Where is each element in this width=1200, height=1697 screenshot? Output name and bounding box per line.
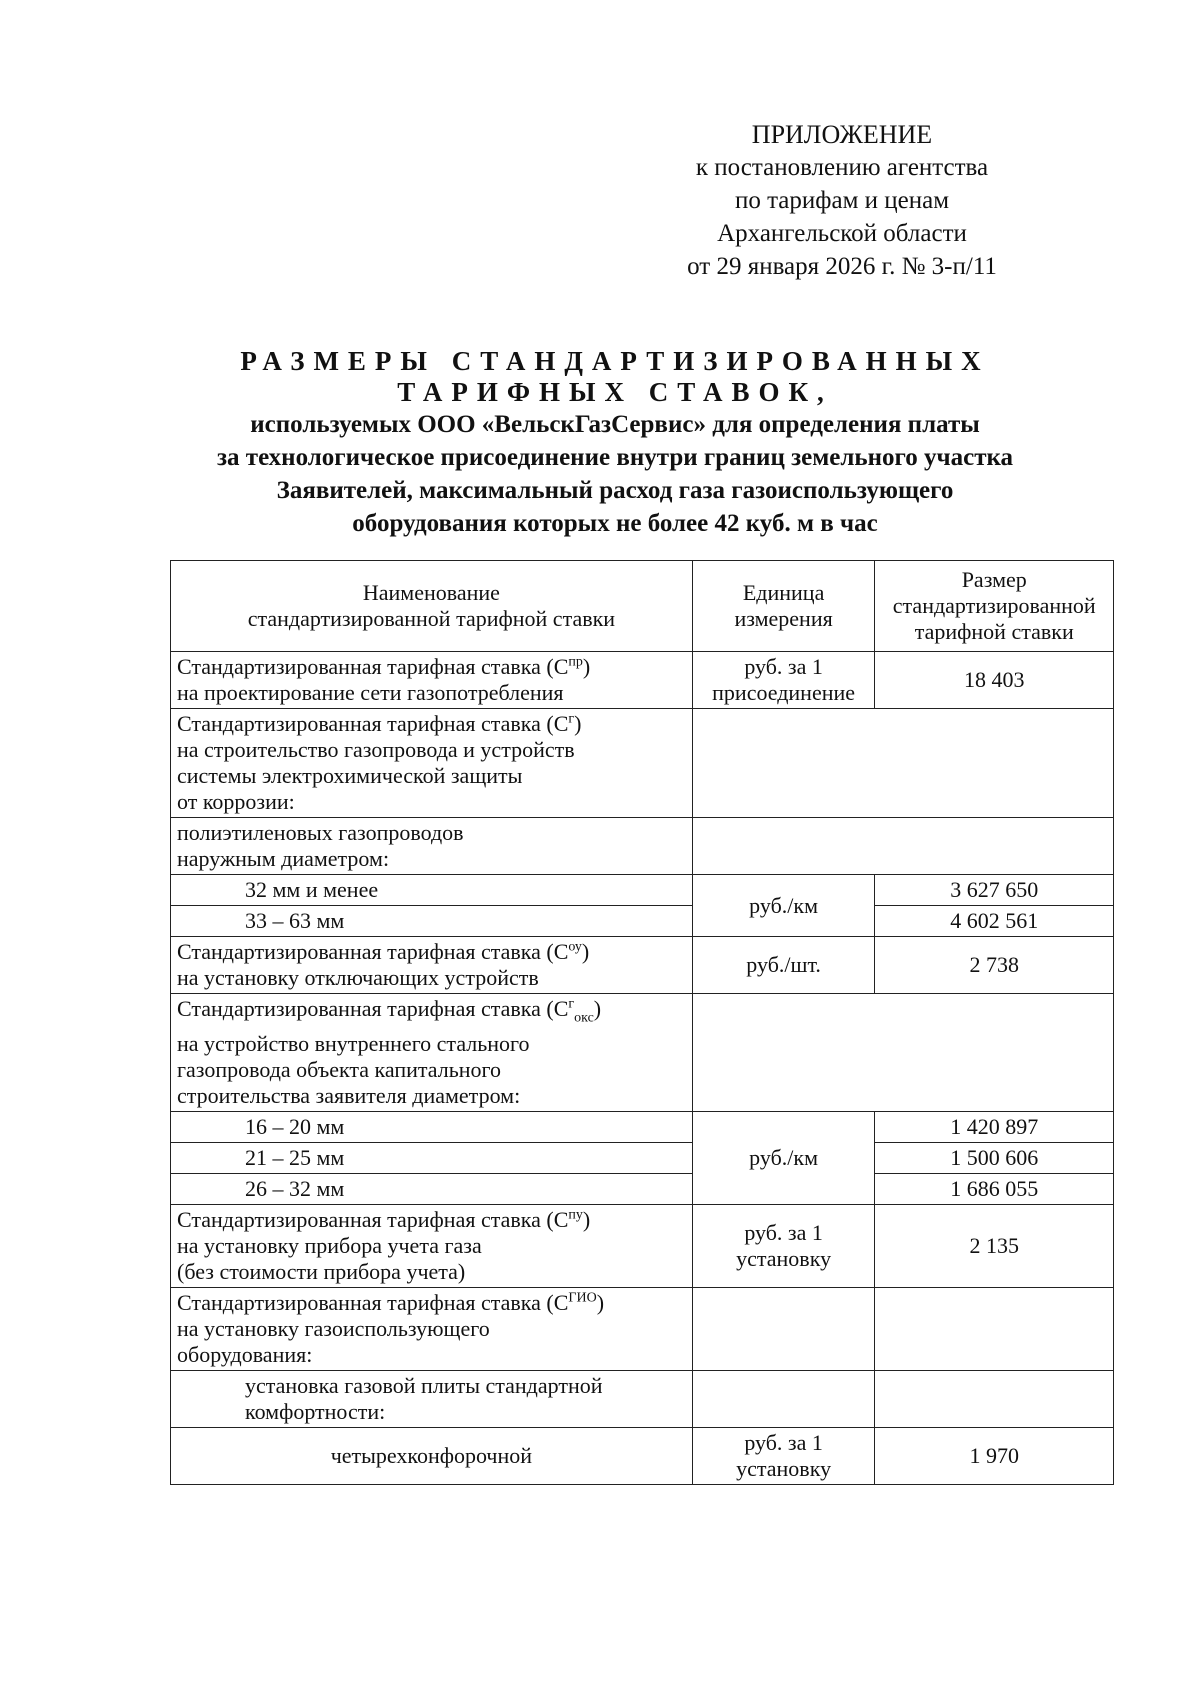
header-text: Размер	[961, 567, 1027, 592]
row-value: 1 686 055	[875, 1174, 1114, 1205]
row-value: 2 738	[875, 937, 1114, 994]
appendix-block	[662, 118, 1022, 283]
heading-line: ТАРИФНЫХ СТАВОК,	[397, 377, 833, 407]
row-name: 33 – 63 мм	[171, 906, 693, 937]
cell-text: системы электрохимической защиты	[177, 763, 523, 788]
row-name	[171, 818, 693, 875]
cell-text: присоединение	[712, 680, 856, 705]
row-value: 1 970	[875, 1428, 1114, 1485]
header-unit	[692, 561, 875, 652]
rate-subscript: окс	[574, 1010, 594, 1026]
cell-text: )	[593, 996, 602, 1021]
header-text: измерения	[734, 606, 833, 631]
table-row	[171, 875, 1114, 906]
cell-text: газопровода объекта капитального	[177, 1057, 501, 1083]
table-row	[171, 1112, 1114, 1143]
rate-superscript: оу	[568, 939, 582, 955]
cell-text: )	[581, 939, 590, 964]
cell-text: строительства заявителя диаметром:	[177, 1083, 521, 1109]
cell-text: Стандартизированная тарифная ставка (С	[177, 939, 569, 964]
heading-subline: оборудования которых не более 42 куб. м в час	[352, 510, 878, 537]
row-value: 1 420 897	[875, 1112, 1114, 1143]
cell-text: Стандартизированная тарифная ставка (С	[177, 711, 569, 736]
table-row	[171, 994, 1114, 1112]
cell-text: наружным диаметром:	[177, 846, 390, 871]
cell-text: установку	[736, 1246, 832, 1272]
empty-cell	[875, 1288, 1114, 1371]
table-row	[171, 709, 1114, 818]
table-row	[171, 1205, 1114, 1288]
row-name	[171, 994, 693, 1112]
table-row	[171, 818, 1114, 875]
row-name	[171, 1288, 693, 1371]
cell-text: установку	[736, 1456, 832, 1482]
cell-text: от коррозии:	[177, 789, 295, 814]
document-heading	[150, 346, 1080, 540]
rate-superscript: пу	[568, 1208, 583, 1224]
empty-cell	[692, 994, 1113, 1112]
row-name	[171, 652, 693, 709]
cell-text: на устройство внутреннего стального	[177, 1031, 530, 1057]
heading-subline: за технологическое присоединение внутри границ земельного участка	[217, 444, 1013, 471]
appendix-title: ПРИЛОЖЕНИЕ	[751, 120, 933, 149]
cell-text: установка газовой плиты стандартной	[245, 1373, 603, 1399]
appendix-line: к постановлению агентства	[695, 154, 989, 181]
row-name	[171, 709, 693, 818]
cell-text: комфортности:	[245, 1399, 386, 1425]
row-value: 18 403	[875, 652, 1114, 709]
heading-subline: используемых ООО «ВельскГазСервис» для определения платы	[250, 411, 980, 438]
tariff-table	[170, 560, 1114, 1485]
header-text: Единица	[742, 580, 825, 605]
row-name: 16 – 20 мм	[171, 1112, 693, 1143]
appendix-line: Архангельской области	[717, 220, 967, 247]
cell-text: руб. за 1	[744, 1430, 823, 1456]
row-name: 26 – 32 мм	[171, 1174, 693, 1205]
row-value: 4 602 561	[875, 906, 1114, 937]
heading-subline: Заявителей, максимальный расход газа газоиспользующего	[276, 477, 954, 504]
cell-text: Стандартизированная тарифная ставка (С	[177, 654, 569, 679]
table-row	[171, 1174, 1114, 1205]
rate-superscript: ГИО	[568, 1291, 597, 1307]
row-unit	[692, 1428, 875, 1485]
cell-text: )	[596, 1290, 605, 1316]
cell-text: Стандартизированная тарифная ставка (С	[177, 996, 569, 1021]
row-name	[171, 1205, 693, 1288]
row-name	[171, 937, 693, 994]
table-row	[171, 652, 1114, 709]
empty-cell	[692, 1371, 875, 1428]
table-row	[171, 1143, 1114, 1174]
cell-text: оборудования:	[177, 1342, 313, 1368]
rate-superscript: пр	[568, 654, 583, 670]
cell-text: Стандартизированная тарифная ставка (С	[177, 1290, 569, 1316]
cell-text: на строительство газопровода и устройств	[177, 737, 575, 762]
header-name	[171, 561, 693, 652]
row-name: 21 – 25 мм	[171, 1143, 693, 1174]
table-row	[171, 1428, 1114, 1485]
row-name: 32 мм и менее	[171, 875, 693, 906]
empty-cell	[692, 1288, 875, 1371]
row-name: четырехконфорочной	[171, 1428, 693, 1485]
empty-cell	[692, 818, 1113, 875]
table-row	[171, 1371, 1114, 1428]
table-row	[171, 937, 1114, 994]
heading-line: РАЗМЕРЫ СТАНДАРТИЗИРОВАННЫХ	[240, 346, 990, 376]
cell-text: на установку газоиспользующего	[177, 1316, 490, 1342]
row-unit	[692, 1205, 875, 1288]
row-value: 3 627 650	[875, 875, 1114, 906]
cell-text: Стандартизированная тарифная ставка (С	[177, 1207, 569, 1233]
row-value: 1 500 606	[875, 1143, 1114, 1174]
header-text: Наименование	[362, 580, 500, 605]
row-unit: руб./км	[692, 875, 875, 937]
rate-superscript: г	[568, 996, 575, 1012]
cell-text: на установку прибора учета газа	[177, 1233, 482, 1259]
cell-text: на установку отключающих устройств	[177, 965, 539, 990]
header-size	[875, 561, 1114, 652]
row-unit: руб./шт.	[692, 937, 875, 994]
table-header-row	[171, 561, 1114, 652]
cell-text: полиэтиленовых газопроводов	[177, 820, 464, 845]
table-row	[171, 906, 1114, 937]
cell-text: )	[582, 1207, 591, 1233]
row-unit: руб./км	[692, 1112, 875, 1205]
table-row	[171, 1288, 1114, 1371]
row-value: 2 135	[875, 1205, 1114, 1288]
row-unit	[692, 652, 875, 709]
appendix-date: от 29 января 2026 г. № 3-п/11	[687, 253, 997, 280]
empty-cell	[875, 1371, 1114, 1428]
row-name	[171, 1371, 693, 1428]
header-text: стандартизированной тарифной ставки	[247, 606, 616, 631]
header-text: стандартизированной	[892, 593, 1096, 618]
cell-text: (без стоимости прибора учета)	[177, 1259, 466, 1285]
appendix-line: по тарифам и ценам	[734, 187, 950, 214]
empty-cell	[692, 709, 1113, 818]
cell-text: )	[582, 654, 591, 679]
rate-superscript: г	[568, 711, 575, 727]
cell-text: руб. за 1	[744, 654, 823, 679]
cell-text: руб. за 1	[744, 1220, 823, 1246]
cell-text: на проектирование сети газопотребления	[177, 680, 564, 705]
header-text: тарифной ставки	[914, 619, 1074, 644]
cell-text: )	[574, 711, 582, 736]
